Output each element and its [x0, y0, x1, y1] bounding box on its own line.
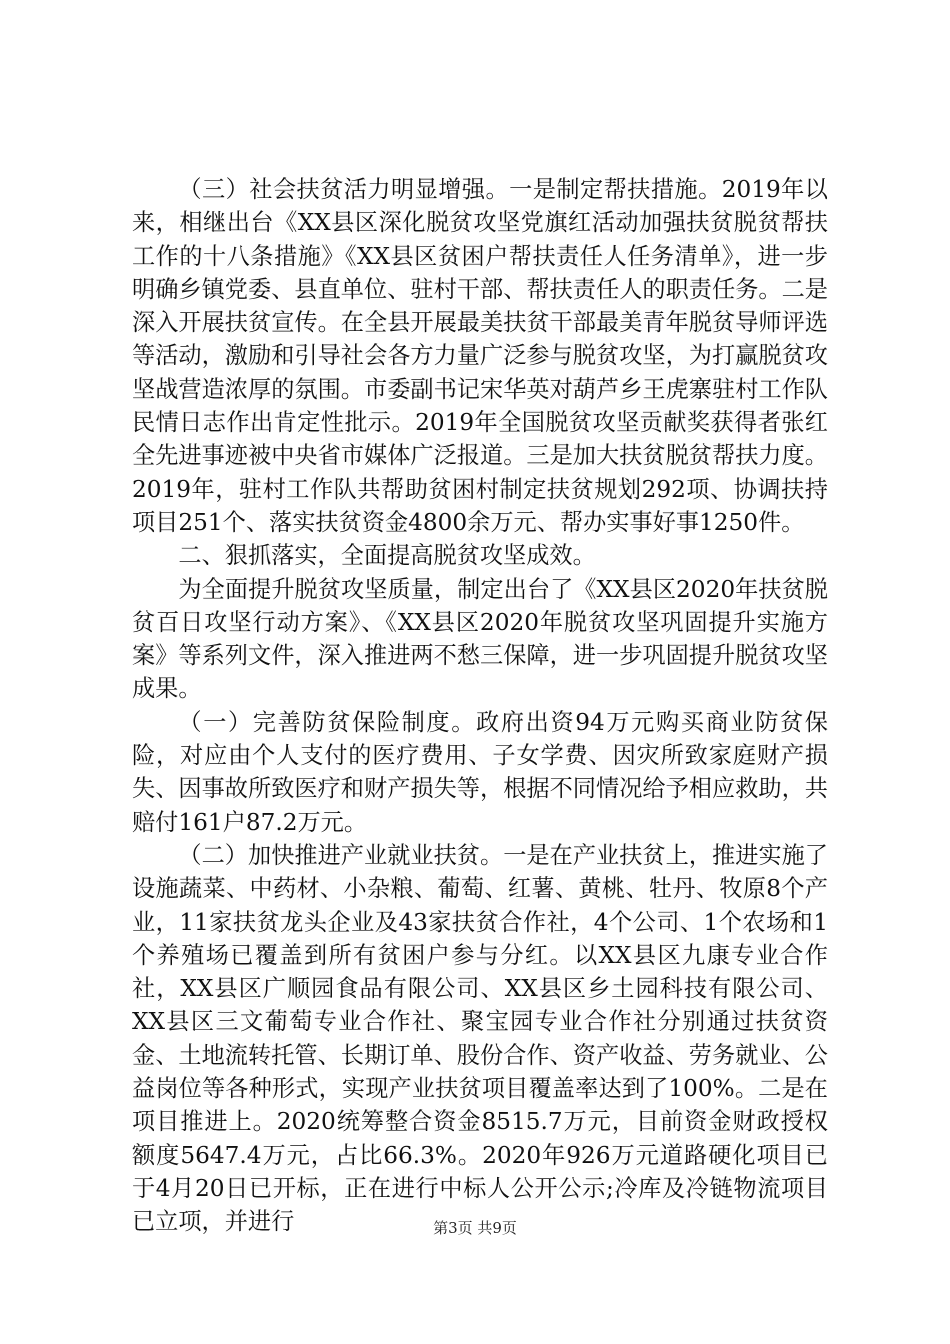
document-body [132, 173, 828, 1239]
paragraph-industry-employment: （二）加快推进产业就业扶贫。一是在产业扶贫上，推进实施了设施蔬菜、中药材、小杂粮、葡萄、红薯、黄桃、牡丹、牧原8个产业，11家扶贫龙头企业及43家扶贫合作社，4个公司、1个农场和1个养殖场已覆盖到所有贫困户参与分红。以XX县区九康专业合作社，XX县区广顺园食品有限公司、XX县区乡土园科技有限公司、XX县区三文葡萄专业合作社、聚宝园专业合作社分别通过扶贫资金、土地流转托管、长期订单、股份合作、资产收益、劳务就业、公益岗位等各种形式，实现产业扶贫项目覆盖率达到了100%。二是在项目推进上。2020统筹整合资金8515.7万元，目前资金财政授权额度5647.4万元，占比66.3%。2020年926万元道路硬化项目已于4月20日已开标，正在进行中标人公开公示;冷库及冷链物流项目已立项，并进行 [132, 841, 828, 1236]
paragraph-social-poverty-alleviation: （三）社会扶贫活力明显增强。一是制定帮扶措施。2019年以来，相继出台《XX县区深化脱贫攻坚党旗红活动加强扶贫脱贫帮扶工作的十八条措施》《XX县区贫困户帮扶责任人任务清单》，进一步明确乡镇党委、县直单位、驻村干部、帮扶责任人的职责任务。二是深入开展扶贫宣传。在全县开展最美扶贫干部最美青年脱贫导师评选等活动，激励和引导社会各方力量广泛参与脱贫攻坚，为打赢脱贫攻坚战营造浓厚的氛围。市委副书记宋华英对葫芦乡王虎寨驻村工作队民情日志作出肯定性批示。2019年全国脱贫攻坚贡献奖获得者张红全先进事迹被中央省市媒体广泛报道。三是加大扶贫脱贫帮扶力度。2019年，驻村工作队共帮助贫困村制定扶贫规划292项、协调扶持项目251个、落实扶贫资金4800余万元、帮办实事好事1250件。 [132, 176, 828, 536]
section-heading-two: 二、狠抓落实，全面提高脱贫攻坚成效。 [178, 542, 596, 570]
paragraph-policy-documents: 为全面提升脱贫攻坚质量，制定出台了《XX县区2020年扶贫脱贫百日攻坚行动方案》、《XX县区2020年脱贫攻坚巩固提升实施方案》等系列文件，深入推进两不愁三保障，进一步巩固提升脱贫攻坚成果。 [132, 575, 828, 703]
page-number-footer: 第3页 共9页 [433, 1219, 517, 1237]
paragraph-insurance-system: （一）完善防贫保险制度。政府出资94万元购买商业防贫保险，对应由个人支付的医疗费用、子女学费、因灾所致家庭财产损失、因事故所致医疗和财产损失等，根据不同情况给予相应救助，共赔付161户87.2万元。 [132, 708, 828, 836]
